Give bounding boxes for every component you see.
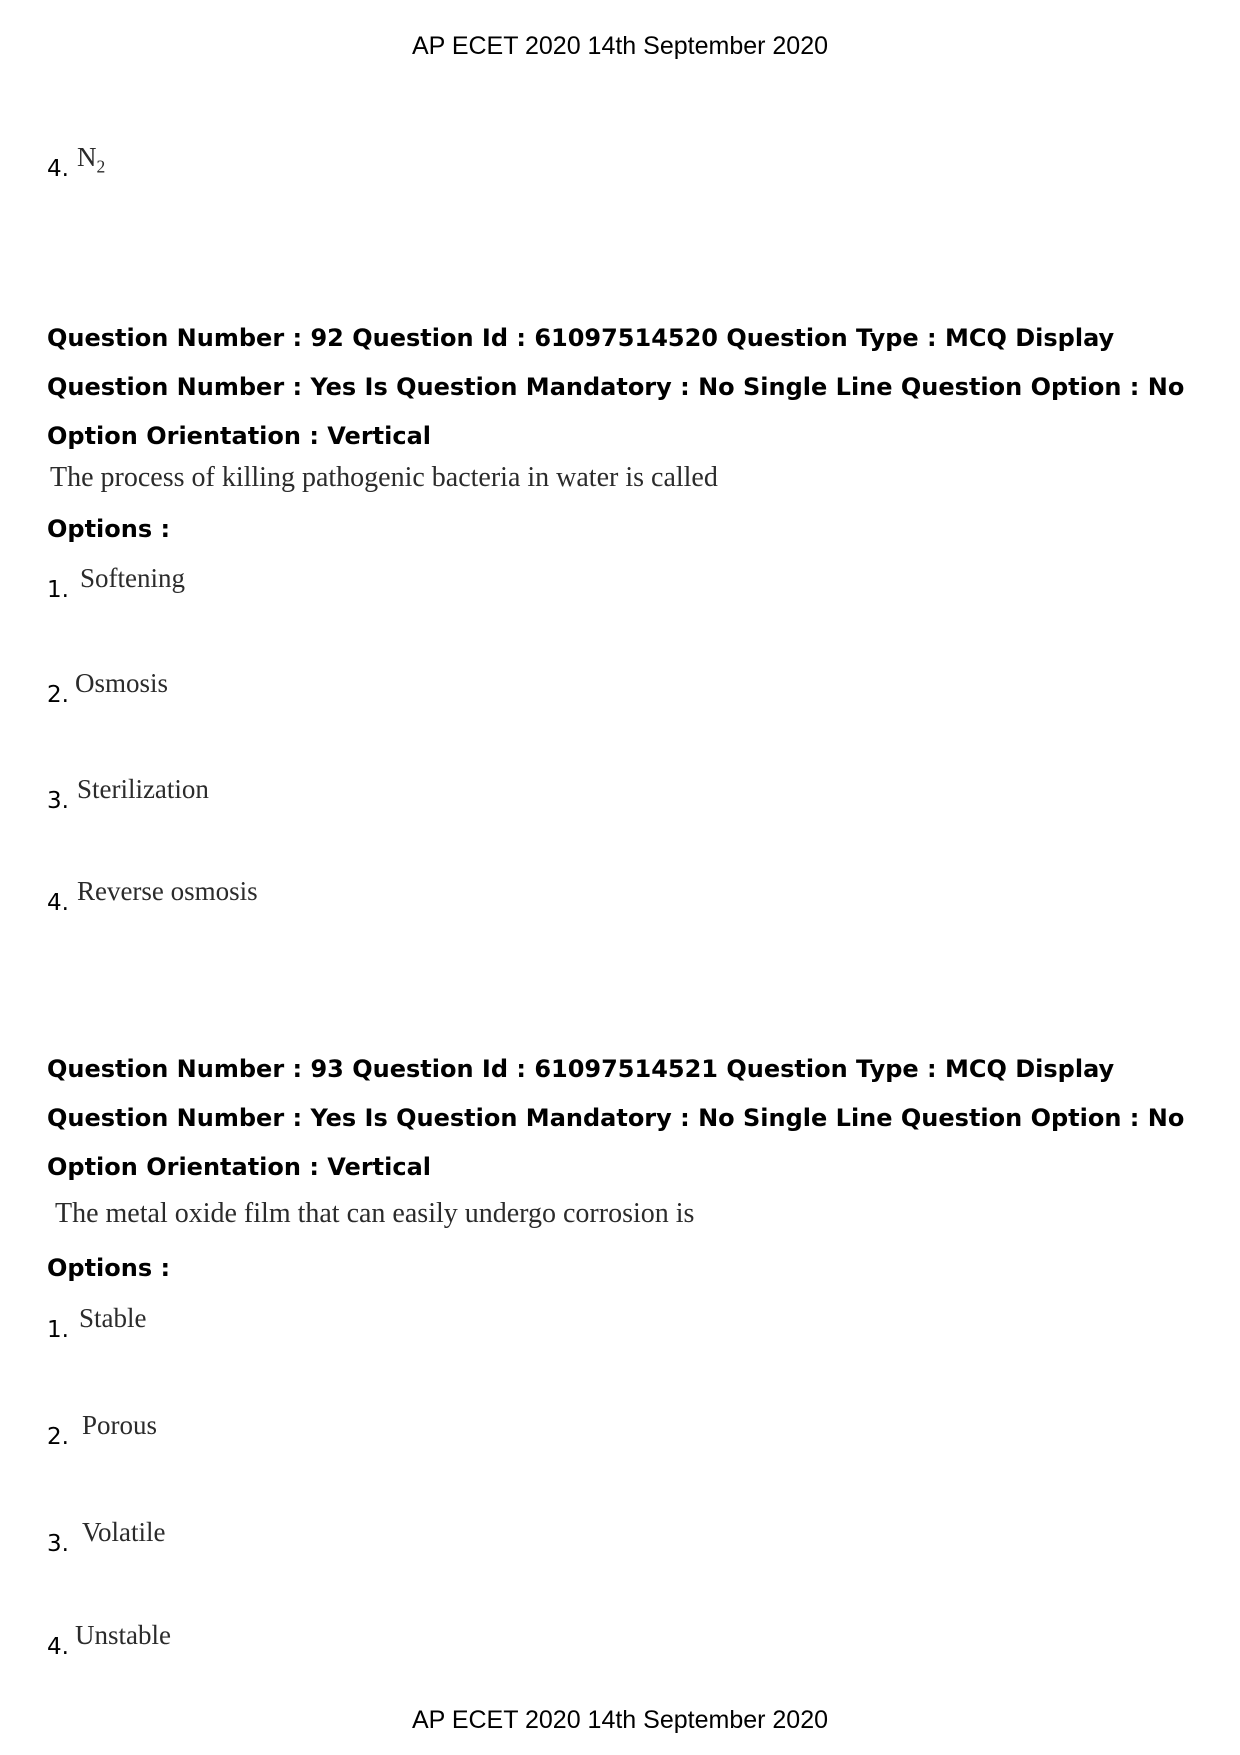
- option-number: 4.: [47, 890, 69, 916]
- option-number: 1.: [47, 1317, 69, 1343]
- question-93-option-1: [47, 1303, 147, 1344]
- option-text-subscript: 2: [96, 156, 106, 177]
- question-93-option-3: [47, 1517, 166, 1558]
- question-92-option-2: [47, 668, 168, 709]
- option-text: Unstable: [74, 1620, 171, 1650]
- question-93-option-2: [47, 1410, 157, 1451]
- option-number: 3.: [47, 788, 69, 814]
- option-text: Softening: [79, 563, 185, 593]
- page-footer: AP ECET 2020 14th September 2020: [411, 1706, 829, 1734]
- option-number: 2.: [47, 682, 69, 708]
- option-number: 1.: [47, 577, 69, 603]
- page-header: AP ECET 2020 14th September 2020: [411, 32, 829, 60]
- question-92-option-4: [47, 876, 258, 917]
- question-93-meta: Question Number : 93 Question Id : 61097514521 Question Type : MCQ Display Question Number : Yes Is Question Mandatory : No Single Line Question Option : No Option Orientation : Vertical: [47, 1055, 1185, 1181]
- option-text: [76, 142, 106, 177]
- option-text-main: N: [76, 142, 97, 172]
- option-text: Sterilization: [76, 774, 209, 804]
- option-text: Porous: [81, 1410, 157, 1440]
- question-92-option-3: [47, 774, 209, 815]
- question-92-options-label: Options :: [47, 515, 171, 543]
- question-92-option-1: [47, 563, 185, 604]
- option-text: Osmosis: [74, 668, 168, 698]
- option-text: Stable: [78, 1303, 147, 1333]
- option-number: 2.: [47, 1424, 69, 1450]
- prev-question-option-4: [47, 142, 106, 187]
- option-text: Reverse osmosis: [76, 876, 258, 906]
- option-number: 4.: [47, 1634, 69, 1660]
- option-text: Volatile: [81, 1517, 166, 1547]
- question-93-text: The metal oxide film that can easily undergo corrosion is: [55, 1198, 695, 1229]
- option-number: 3.: [47, 1531, 69, 1557]
- question-92-text: The process of killing pathogenic bacteria in water is called: [50, 462, 718, 493]
- question-92-meta: Question Number : 92 Question Id : 61097514520 Question Type : MCQ Display Question Number : Yes Is Question Mandatory : No Single Line Question Option : No Option Orientation : Vertical: [47, 324, 1185, 450]
- question-93-options-label: Options :: [47, 1254, 171, 1282]
- option-number: 4.: [47, 156, 69, 182]
- question-93-option-4: [47, 1620, 171, 1661]
